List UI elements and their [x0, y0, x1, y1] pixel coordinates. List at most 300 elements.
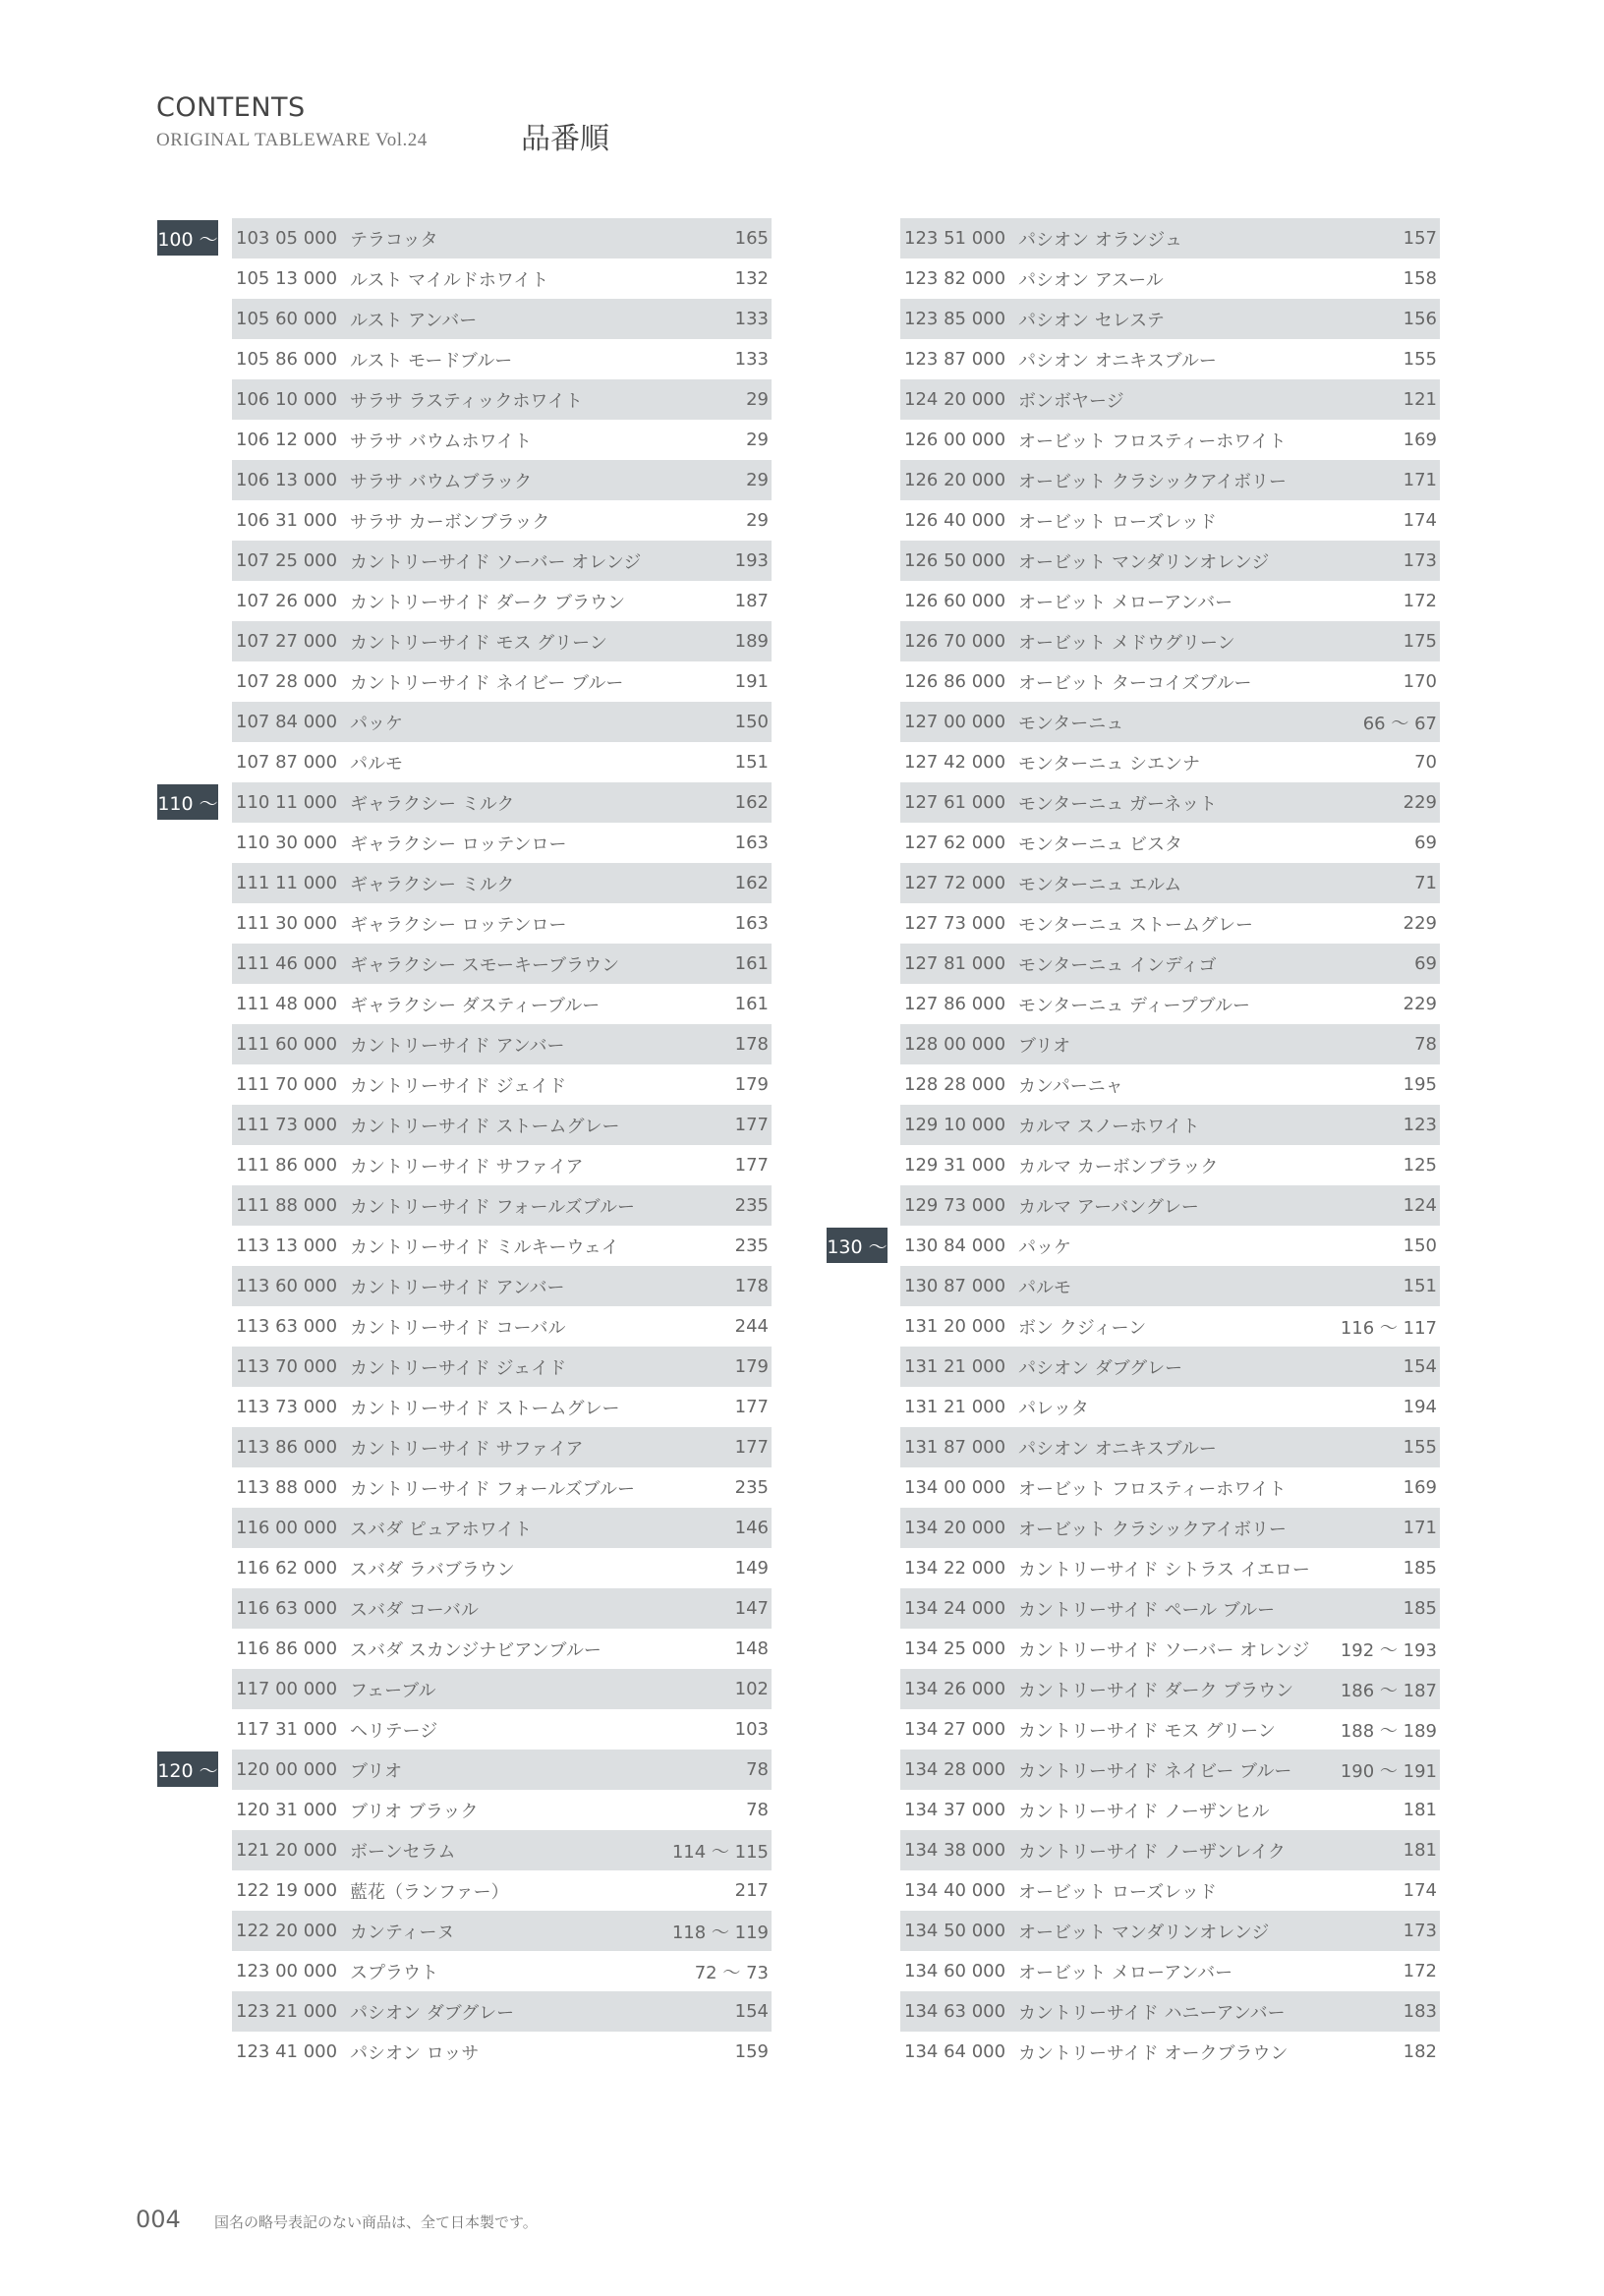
item-name: フェーブル	[350, 1680, 436, 1701]
item-name: パシオン セレステ	[1018, 310, 1165, 331]
item-name: サラサ カーボンブラック	[350, 511, 550, 533]
page-ref: 172	[1403, 1961, 1437, 1981]
item-code: 105 13 000	[236, 268, 338, 289]
item-code: 134 50 000	[904, 1921, 1006, 1941]
item-name: モンターニュ ストームグレー	[1018, 914, 1254, 936]
item-code: 122 19 000	[236, 1880, 338, 1901]
item-name: カントリーサイド モス グリーン	[350, 632, 607, 654]
table-row	[900, 2032, 1440, 2072]
page-ref: 229	[1403, 913, 1437, 934]
item-name: カントリーサイド ネイビー ブルー	[350, 672, 624, 694]
item-code: 117 31 000	[236, 1719, 338, 1740]
item-name: ボン クジィーン	[1018, 1317, 1147, 1339]
item-name: オービット クラシックアイボリー	[1018, 471, 1288, 492]
page-ref: 185	[1403, 1558, 1437, 1578]
page-ref: 156	[1403, 309, 1437, 329]
page-ref: 161	[734, 953, 769, 974]
page-ref: 175	[1403, 631, 1437, 652]
page-ref: 133	[734, 349, 769, 370]
table-row	[232, 1548, 772, 1588]
item-name: カントリーサイド ジェイド	[350, 1357, 567, 1379]
item-code: 111 88 000	[236, 1195, 338, 1216]
item-code: 111 70 000	[236, 1074, 338, 1095]
item-code: 127 72 000	[904, 873, 1006, 893]
table-row	[900, 823, 1440, 863]
page-ref: 229	[1403, 994, 1437, 1014]
table-row	[232, 420, 772, 460]
page-ref: 235	[734, 1477, 769, 1498]
page-ref: 169	[1403, 430, 1437, 450]
item-code: 127 00 000	[904, 712, 1006, 732]
table-row	[900, 1306, 1440, 1347]
table-row	[232, 339, 772, 379]
item-name: パシオン オニキスブルー	[1018, 1438, 1217, 1460]
item-name: テラコッタ	[350, 229, 438, 251]
table-row	[900, 218, 1440, 258]
item-code: 120 31 000	[236, 1800, 338, 1820]
item-code: 116 63 000	[236, 1598, 338, 1619]
page-ref: 169	[1403, 1477, 1437, 1498]
item-code: 116 86 000	[236, 1638, 338, 1659]
page-ref: 162	[734, 873, 769, 893]
item-code: 134 60 000	[904, 1961, 1006, 1981]
page-ref: 178	[734, 1276, 769, 1296]
table-row	[900, 1669, 1440, 1709]
page-ref: 118 ～ 119	[671, 1922, 769, 1943]
item-code: 105 86 000	[236, 349, 338, 370]
item-code: 126 20 000	[904, 470, 1006, 490]
table-row	[232, 1347, 772, 1387]
item-code: 129 31 000	[904, 1155, 1006, 1176]
item-code: 130 87 000	[904, 1276, 1006, 1296]
table-row	[232, 1629, 772, 1669]
table-row	[232, 460, 772, 500]
item-code: 126 60 000	[904, 591, 1006, 611]
item-code: 107 87 000	[236, 752, 338, 773]
table-row	[232, 1508, 772, 1548]
table-row	[232, 1790, 772, 1830]
table-row	[900, 379, 1440, 420]
item-code: 113 73 000	[236, 1397, 338, 1417]
page-ref: 186 ～ 187	[1340, 1680, 1437, 1701]
page-ref: 102	[734, 1679, 769, 1699]
item-code: 111 60 000	[236, 1034, 338, 1055]
page-ref: 177	[734, 1115, 769, 1135]
item-code: 134 64 000	[904, 2041, 1006, 2062]
range-marker: 120 ～	[157, 1751, 218, 1787]
page-ref: 235	[734, 1235, 769, 1256]
table-row	[232, 1951, 772, 1991]
item-code: 110 11 000	[236, 792, 338, 813]
item-code: 113 86 000	[236, 1437, 338, 1458]
item-code: 103 05 000	[236, 228, 338, 249]
table-row	[232, 984, 772, 1024]
page-ref: 158	[1403, 268, 1437, 289]
footer-note: 国名の略号表記のない商品は、全て日本製です。	[214, 2213, 538, 2231]
item-name: カントリーサイド シトラス イエロー	[1018, 1559, 1310, 1580]
table-row	[900, 1588, 1440, 1629]
page-ref: 173	[1403, 1921, 1437, 1941]
page-ref: 174	[1403, 510, 1437, 531]
item-name: オービット マンダリンオレンジ	[1018, 551, 1270, 573]
item-name: スバダ ピュアホワイト	[350, 1519, 533, 1540]
item-name: オービット メローアンバー	[1018, 592, 1233, 613]
item-name: スプラウト	[350, 1962, 438, 1983]
page-ref: 177	[734, 1437, 769, 1458]
table-row	[900, 944, 1440, 984]
item-name: パシオン ロッサ	[350, 2042, 480, 2064]
item-code: 113 70 000	[236, 1356, 338, 1377]
item-code: 134 27 000	[904, 1719, 1006, 1740]
table-row	[232, 1266, 772, 1306]
item-code: 134 20 000	[904, 1518, 1006, 1538]
item-code: 131 21 000	[904, 1397, 1006, 1417]
item-code: 134 26 000	[904, 1679, 1006, 1699]
item-name: カルマ アーバングレー	[1018, 1196, 1199, 1218]
page-ref: 162	[734, 792, 769, 813]
item-code: 122 20 000	[236, 1921, 338, 1941]
table-row	[900, 903, 1440, 944]
item-name: スバダ スカンジナビアンブルー	[350, 1639, 602, 1661]
item-code: 123 41 000	[236, 2041, 338, 2062]
table-row	[232, 1669, 772, 1709]
page-ref: 29	[746, 510, 769, 531]
page-ref: 151	[734, 752, 769, 773]
item-name: ルスト モードブルー	[350, 350, 513, 372]
item-name: ルスト マイルドホワイト	[350, 269, 549, 291]
item-code: 106 12 000	[236, 430, 338, 450]
page-ref: 163	[734, 832, 769, 853]
page-ref: 174	[1403, 1880, 1437, 1901]
table-row	[232, 379, 772, 420]
table-row	[232, 823, 772, 863]
item-name: オービット フロスティーホワイト	[1018, 1478, 1287, 1500]
page-number: 004	[136, 2206, 181, 2233]
table-row	[900, 702, 1440, 742]
item-code: 130 84 000	[904, 1235, 1006, 1256]
page-ref: 187	[734, 591, 769, 611]
table-row	[232, 1064, 772, 1105]
item-code: 106 10 000	[236, 389, 338, 410]
item-name: ギャラクシー ロッテンロー	[350, 833, 567, 855]
page-ref: 183	[1403, 2001, 1437, 2022]
page-ref: 193	[734, 550, 769, 571]
order-label: 品番順	[521, 122, 609, 156]
item-name: カントリーサイド ハニーアンバー	[1018, 2002, 1286, 2024]
item-name: ギャラクシー ミルク	[350, 793, 515, 815]
item-code: 113 13 000	[236, 1235, 338, 1256]
item-name: カントリーサイド アンバー	[350, 1277, 565, 1298]
header-subtitle: ORIGINAL TABLEWARE Vol.24	[156, 130, 428, 150]
item-code: 134 25 000	[904, 1638, 1006, 1659]
page-ref: 178	[734, 1034, 769, 1055]
item-name: オービット ターコイズブルー	[1018, 672, 1252, 694]
item-name: カントリーサイド モス グリーン	[1018, 1720, 1276, 1742]
item-name: スバダ コーバル	[350, 1599, 479, 1621]
table-row	[900, 661, 1440, 702]
table-row	[232, 742, 772, 782]
page-ref: 78	[746, 1800, 769, 1820]
item-name: モンターニュ インディゴ	[1018, 954, 1217, 976]
page-ref: 125	[1403, 1155, 1437, 1176]
page-ref: 192 ～ 193	[1340, 1639, 1437, 1661]
page-ref: 159	[734, 2041, 769, 2062]
range-marker: 130 ～	[827, 1228, 888, 1263]
page-ref: 150	[734, 712, 769, 732]
page-ref: 244	[734, 1316, 769, 1337]
item-code: 123 21 000	[236, 2001, 338, 2022]
table-row	[900, 1548, 1440, 1588]
item-code: 107 84 000	[236, 712, 338, 732]
page-ref: 161	[734, 994, 769, 1014]
item-name: ボーンセラム	[350, 1841, 456, 1863]
item-code: 120 00 000	[236, 1759, 338, 1780]
item-code: 129 73 000	[904, 1195, 1006, 1216]
item-name: モンターニュ エルム	[1018, 874, 1182, 895]
item-code: 113 88 000	[236, 1477, 338, 1498]
item-name: カントリーサイド アンバー	[350, 1035, 565, 1057]
item-name: パレッタ	[1018, 1398, 1089, 1419]
item-name: カルマ スノーホワイト	[1018, 1116, 1200, 1137]
table-row	[232, 621, 772, 661]
page-ref: 195	[1403, 1074, 1437, 1095]
item-code: 121 20 000	[236, 1840, 338, 1861]
table-row	[232, 299, 772, 339]
page-ref: 154	[734, 2001, 769, 2022]
item-code: 106 31 000	[236, 510, 338, 531]
table-row	[232, 1105, 772, 1145]
table-row	[232, 1991, 772, 2032]
item-name: モンターニュ ビスタ	[1018, 833, 1183, 855]
page-ref: 181	[1403, 1800, 1437, 1820]
item-name: パシオン ダブグレー	[350, 2002, 515, 2024]
table-row	[900, 1185, 1440, 1226]
item-name: ブリオ ブラック	[350, 1801, 479, 1822]
item-name: オービット フロスティーホワイト	[1018, 430, 1287, 452]
table-row	[232, 2032, 772, 2072]
table-row	[900, 1508, 1440, 1548]
table-row	[900, 460, 1440, 500]
table-row	[900, 1629, 1440, 1669]
item-code: 111 11 000	[236, 873, 338, 893]
item-name: パルモ	[350, 753, 403, 775]
table-row	[900, 782, 1440, 823]
item-name: オービット メドウグリーン	[1018, 632, 1235, 654]
table-row	[900, 1024, 1440, 1064]
page-ref: 235	[734, 1195, 769, 1216]
table-row	[232, 1911, 772, 1951]
table-row	[232, 1870, 772, 1911]
item-name: パシオン ダブグレー	[1018, 1357, 1183, 1379]
item-code: 124 20 000	[904, 389, 1006, 410]
item-code: 126 70 000	[904, 631, 1006, 652]
table-row	[900, 1064, 1440, 1105]
item-name: カントリーサイド ダーク ブラウン	[1018, 1680, 1294, 1701]
page-ref: 29	[746, 470, 769, 490]
item-code: 111 46 000	[236, 953, 338, 974]
table-row	[900, 339, 1440, 379]
item-name: スバダ ラバブラウン	[350, 1559, 515, 1580]
table-row	[900, 863, 1440, 903]
item-name: カントリーサイド ダーク ブラウン	[350, 592, 626, 613]
table-row	[232, 1226, 772, 1266]
item-code: 116 00 000	[236, 1518, 338, 1538]
table-row	[900, 984, 1440, 1024]
item-code: 111 86 000	[236, 1155, 338, 1176]
page-ref: 72 ～ 73	[694, 1962, 769, 1983]
table-row	[232, 500, 772, 541]
range-marker: 110 ～	[157, 784, 218, 820]
page-ref: 157	[1403, 228, 1437, 249]
table-row	[232, 1467, 772, 1508]
header-title: CONTENTS	[156, 92, 306, 123]
table-row	[900, 1870, 1440, 1911]
item-code: 131 87 000	[904, 1437, 1006, 1458]
table-row	[900, 1951, 1440, 1991]
item-name: オービット ローズレッド	[1018, 1881, 1217, 1903]
item-name: ブリオ	[1018, 1035, 1071, 1057]
page-ref: 78	[746, 1759, 769, 1780]
table-row	[232, 1306, 772, 1347]
item-code: 134 24 000	[904, 1598, 1006, 1619]
item-code: 126 50 000	[904, 550, 1006, 571]
item-code: 126 00 000	[904, 430, 1006, 450]
item-name: カントリーサイド サファイア	[350, 1438, 584, 1460]
page-ref: 171	[1403, 1518, 1437, 1538]
item-code: 127 61 000	[904, 792, 1006, 813]
page-ref: 188 ～ 189	[1340, 1720, 1437, 1742]
page-ref: 189	[734, 631, 769, 652]
table-row	[232, 661, 772, 702]
item-name: カントリーサイド フォールズブルー	[350, 1478, 635, 1500]
table-row	[900, 1387, 1440, 1427]
table-row	[900, 1105, 1440, 1145]
page-ref: 154	[1403, 1356, 1437, 1377]
item-name: サラサ バウムブラック	[350, 471, 533, 492]
item-name: カンティーヌ	[350, 1922, 455, 1943]
table-row	[232, 1709, 772, 1750]
page-ref: 170	[1403, 671, 1437, 692]
page-ref: 191	[734, 671, 769, 692]
item-code: 111 73 000	[236, 1115, 338, 1135]
item-code: 105 60 000	[236, 309, 338, 329]
table-row	[900, 581, 1440, 621]
item-code: 127 86 000	[904, 994, 1006, 1014]
table-row	[900, 1911, 1440, 1951]
table-row	[232, 702, 772, 742]
item-code: 106 13 000	[236, 470, 338, 490]
item-code: 134 38 000	[904, 1840, 1006, 1861]
page-ref: 148	[734, 1638, 769, 1659]
table-row	[232, 258, 772, 299]
item-code: 134 63 000	[904, 2001, 1006, 2022]
page-ref: 146	[734, 1518, 769, 1538]
table-row	[900, 1266, 1440, 1306]
table-row	[900, 1145, 1440, 1185]
table-row	[900, 299, 1440, 339]
item-code: 126 86 000	[904, 671, 1006, 692]
item-name: サラサ バウムホワイト	[350, 430, 533, 452]
item-name: パッケ	[1018, 1236, 1071, 1258]
item-code: 127 42 000	[904, 752, 1006, 773]
page-ref: 133	[734, 309, 769, 329]
item-code: 107 25 000	[236, 550, 338, 571]
page-ref: 69	[1414, 953, 1437, 974]
item-name: モンターニュ シエンナ	[1018, 753, 1201, 775]
page-ref: 123	[1403, 1115, 1437, 1135]
table-row	[900, 1991, 1440, 2032]
table-row	[900, 420, 1440, 460]
item-code: 134 28 000	[904, 1759, 1006, 1780]
item-code: 127 62 000	[904, 832, 1006, 853]
page-ref: 29	[746, 389, 769, 410]
item-code: 107 26 000	[236, 591, 338, 611]
item-code: 134 40 000	[904, 1880, 1006, 1901]
page-ref: 182	[1403, 2041, 1437, 2062]
item-name: カントリーサイド ノーザンヒル	[1018, 1801, 1270, 1822]
item-code: 123 85 000	[904, 309, 1006, 329]
item-code: 134 00 000	[904, 1477, 1006, 1498]
item-name: モンターニュ ガーネット	[1018, 793, 1218, 815]
item-name: オービット マンダリンオレンジ	[1018, 1922, 1270, 1943]
item-name: カントリーサイド ネイビー ブルー	[1018, 1760, 1292, 1782]
page-ref: 70	[1414, 752, 1437, 773]
item-code: 131 21 000	[904, 1356, 1006, 1377]
page-ref: 171	[1403, 470, 1437, 490]
item-name: パッケ	[350, 713, 403, 734]
page-ref: 124	[1403, 1195, 1437, 1216]
item-code: 116 62 000	[236, 1558, 338, 1578]
table-row	[900, 1750, 1440, 1790]
page-ref: 190 ～ 191	[1340, 1760, 1437, 1782]
table-row	[900, 1427, 1440, 1467]
table-row	[232, 1024, 772, 1064]
page-ref: 71	[1414, 873, 1437, 893]
page-ref: 172	[1403, 591, 1437, 611]
item-name: カントリーサイド ソーバー オレンジ	[350, 551, 642, 573]
item-name: カントリーサイド ソーバー オレンジ	[1018, 1639, 1310, 1661]
table-row	[232, 903, 772, 944]
item-code: 107 27 000	[236, 631, 338, 652]
page-ref: 116 ～ 117	[1340, 1317, 1437, 1339]
item-name: カントリーサイド サファイア	[350, 1156, 584, 1177]
table-row	[232, 863, 772, 903]
item-code: 123 51 000	[904, 228, 1006, 249]
page-ref: 179	[734, 1074, 769, 1095]
item-name: カントリーサイド ノーザンレイク	[1018, 1841, 1286, 1863]
item-name: オービット メローアンバー	[1018, 1962, 1233, 1983]
item-name: モンターニュ ディープブルー	[1018, 995, 1250, 1016]
page-ref: 29	[746, 430, 769, 450]
item-code: 111 48 000	[236, 994, 338, 1014]
table-row	[232, 1387, 772, 1427]
page-ref: 181	[1403, 1840, 1437, 1861]
table-row	[900, 541, 1440, 581]
left-column	[232, 218, 772, 2072]
item-name: ギャラクシー ロッテンロー	[350, 914, 567, 936]
item-name: オービット クラシックアイボリー	[1018, 1519, 1288, 1540]
page-ref: 151	[1403, 1276, 1437, 1296]
item-code: 113 63 000	[236, 1316, 338, 1337]
table-row	[900, 1830, 1440, 1870]
table-row	[900, 500, 1440, 541]
table-row	[232, 541, 772, 581]
item-code: 134 37 000	[904, 1800, 1006, 1820]
item-code: 126 40 000	[904, 510, 1006, 531]
table-row	[900, 1790, 1440, 1830]
page-ref: 150	[1403, 1235, 1437, 1256]
item-code: 128 00 000	[904, 1034, 1006, 1055]
